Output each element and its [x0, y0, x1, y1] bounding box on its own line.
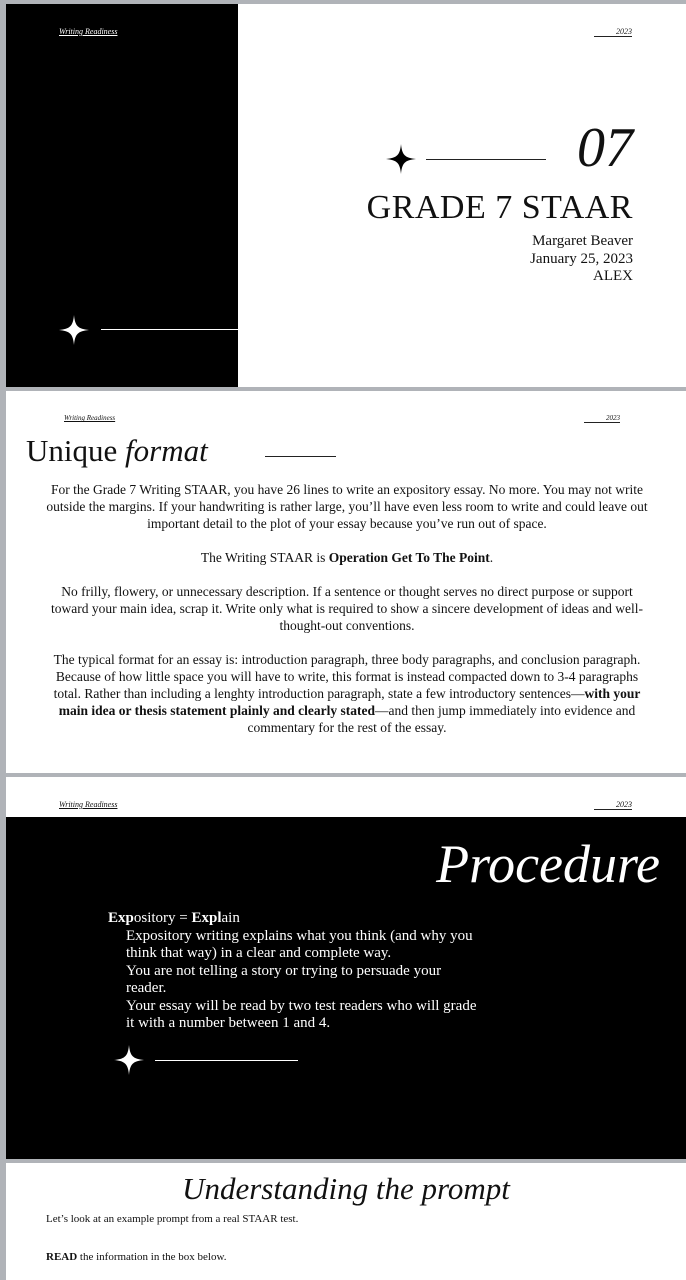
- understanding-prompt-slide: [6, 1163, 686, 1280]
- sparkle-star-icon: [114, 1045, 144, 1075]
- header-label: Writing Readiness: [59, 27, 118, 36]
- organization: ALEX: [593, 268, 633, 284]
- paragraph: No frilly, flowery, or unnecessary description. If a sentence or thought serves no direct purpose or support toward your main idea, scrap it. Write only what is required to show a sincere development of ideas and well-thought-out conventions.: [51, 584, 643, 633]
- slide-heading: Understanding the prompt: [182, 1171, 510, 1206]
- intro-text: Let’s look at an example prompt from a real STAAR test.: [46, 1213, 299, 1225]
- slide-heading: Procedure: [436, 834, 660, 894]
- accent-line: [101, 329, 238, 330]
- expository-definition: [108, 910, 478, 1033]
- presentation-date: January 25, 2023: [530, 250, 633, 267]
- author-name: Margaret Beaver: [532, 233, 633, 249]
- sparkle-star-icon: [59, 315, 89, 345]
- unique-format-slide: [6, 391, 686, 773]
- list-item: Expository writing explains what you think (and why you think that way) in a clear and complete way.: [126, 927, 473, 961]
- instruction-text: READ the information in the box below.: [46, 1251, 227, 1263]
- list-item: You are not telling a story or trying to persuade your reader.: [126, 962, 442, 996]
- sparkle-star-icon: [386, 144, 416, 174]
- accent-line: [265, 456, 336, 457]
- accent-line: [426, 159, 546, 160]
- header-year: 2023: [594, 800, 632, 810]
- slide-heading: Unique format: [26, 433, 208, 468]
- header-year: 2023: [594, 27, 632, 37]
- slide-number: 07: [577, 117, 633, 179]
- bullet-list: [108, 928, 478, 1033]
- paragraph: The Writing STAAR is Operation Get To The Point.: [200, 550, 494, 565]
- accent-line: [155, 1060, 298, 1061]
- presentation-title: GRADE 7 STAAR: [366, 189, 633, 226]
- definition-line: Expository = Explain: [108, 910, 240, 926]
- header-year: 2023: [584, 414, 620, 423]
- presentation-meta: [530, 233, 633, 286]
- title-slide: [6, 4, 686, 387]
- slide-body: [42, 481, 652, 753]
- paragraph: The typical format for an essay is: introduction paragraph, three body paragraphs, and conclusion paragraph. Because of how little space you will have to write, this format is instead compacted down to 3-4 paragraphs total. Rather than including a lenghty introduction paragraph, state a few introductory sentences—with your main idea or thesis statement plainly and clearly stated—and then jump immediately into evidence and commentary for the rest of the essay.: [53, 652, 641, 735]
- list-item: Your essay will be read by two test readers who will grade it with a number between 1 and 4.: [126, 997, 477, 1031]
- procedure-slide: [6, 777, 686, 1159]
- header-label: Writing Readiness: [59, 800, 118, 809]
- paragraph: For the Grade 7 Writing STAAR, you have 26 lines to write an expository essay. No more. You may not write outside the margins. If your handwriting is rather large, you’ll have even less room to write and could leave out important detail to the plot of your essay because you’ve run out of space.: [46, 482, 648, 531]
- header-label: Writing Readiness: [64, 414, 116, 422]
